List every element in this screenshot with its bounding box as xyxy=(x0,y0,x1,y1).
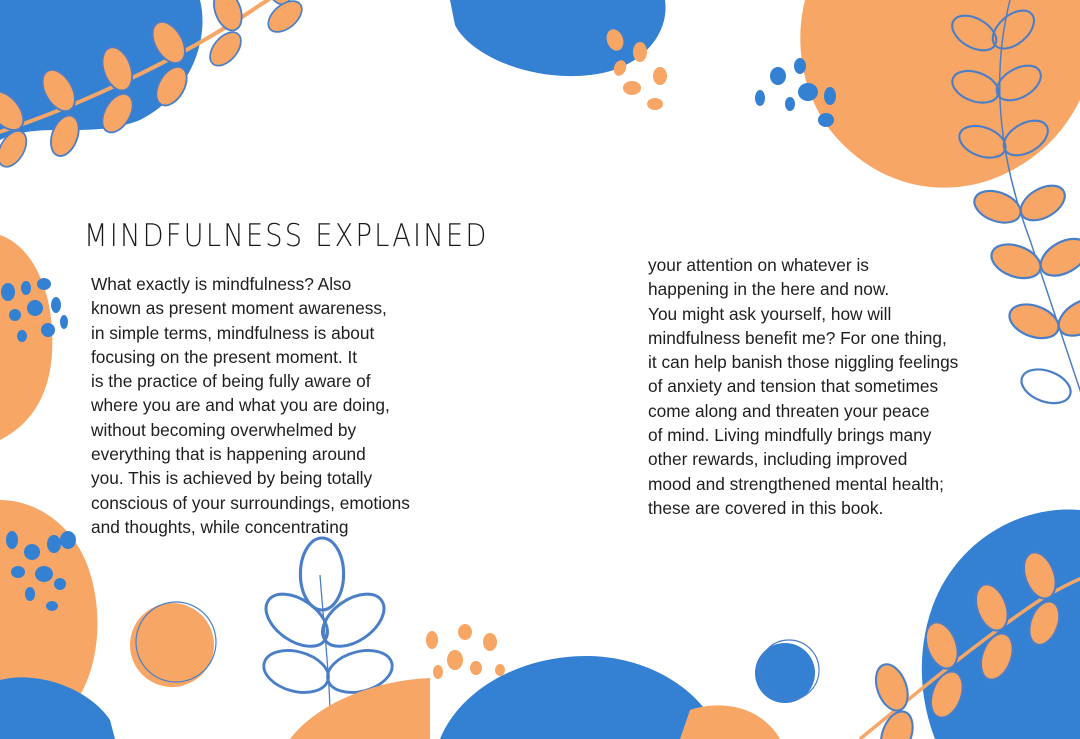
blob-shape xyxy=(440,656,720,739)
text-line: and thoughts, while concentrating xyxy=(91,516,349,537)
text-line: other rewards, including improved xyxy=(648,449,908,470)
text-line: focusing on the present moment. It xyxy=(91,346,358,367)
text-line: come along and threaten your peace xyxy=(648,400,930,421)
text-line: without becoming overwhelmed by xyxy=(91,419,357,440)
page-title: MINDFULNESS EXPLAINED xyxy=(84,218,489,254)
text-line: conscious of your surroundings, emotions xyxy=(91,492,410,513)
text-line: happening in the here and now. xyxy=(648,279,890,300)
body-column-right xyxy=(648,253,958,520)
body-column-left xyxy=(91,272,410,539)
text-line: you. This is achieved by being totally xyxy=(91,468,373,489)
text-line: where you are and what you are doing, xyxy=(91,395,390,416)
text-line: mood and strengthened mental health; xyxy=(648,473,944,494)
text-line: these are covered in this book. xyxy=(648,497,884,518)
text-line: of mind. Living mindfully brings many xyxy=(648,425,932,446)
text-line: your attention on whatever is xyxy=(648,255,869,275)
text-line: it can help banish those niggling feelings xyxy=(648,352,959,373)
petal-cluster xyxy=(426,624,505,679)
text-line: known as present moment awareness, xyxy=(91,298,387,319)
text-line: in simple terms, mindfulness is about xyxy=(91,322,375,343)
circle-shape xyxy=(130,603,214,687)
text-line: everything that is happening around xyxy=(91,444,366,465)
blob-shape xyxy=(680,705,780,739)
blob-shape xyxy=(450,0,666,76)
blob-shape xyxy=(290,678,430,739)
text-line: is the practice of being fully aware of xyxy=(91,371,371,392)
blob-shape xyxy=(0,677,115,739)
text-line: What exactly is mindfulness? Also xyxy=(91,274,352,294)
blob-shape xyxy=(800,0,1080,188)
text-line: of anxiety and tension that sometimes xyxy=(648,376,939,397)
text-line: You might ask yourself, how will xyxy=(648,303,892,324)
text-line: mindfulness benefit me? For one thing, xyxy=(648,327,947,348)
